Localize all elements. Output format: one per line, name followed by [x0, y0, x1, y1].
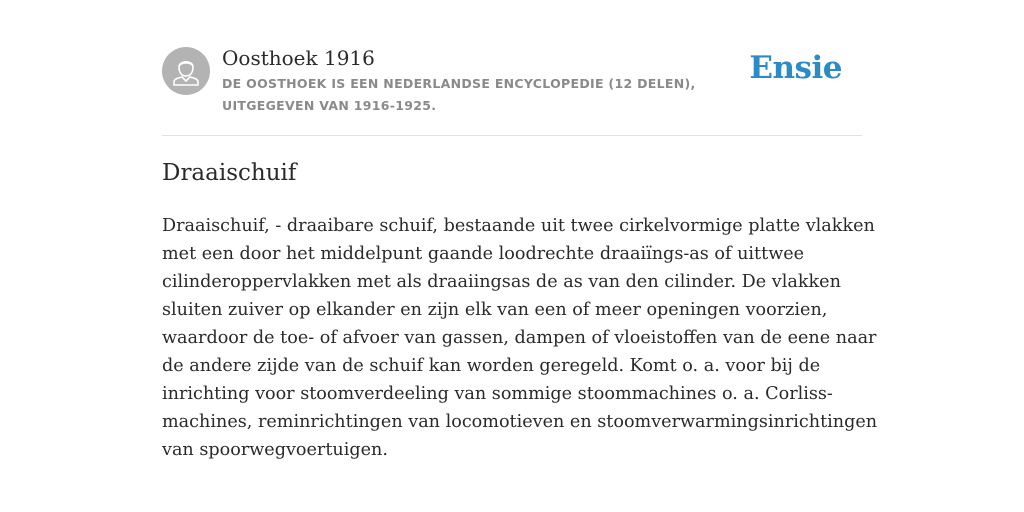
article-body-line: van spoorwegvoertuigen.: [162, 440, 388, 460]
article-body-line: waardoor de toe- of afvoer van gassen, dampen of vloeistoffen van de eene naar: [162, 328, 877, 348]
source-title[interactable]: Oosthoek 1916: [222, 46, 375, 70]
article-body-line: sluiten zuiver op elkander en zijn elk van een of meer openingen voorzien,: [162, 300, 828, 320]
user-silhouette-icon: [162, 47, 210, 95]
source-description: DE OOSTHOEK IS EEN NEDERLANDSE ENCYCLOPEDIE (12 DELEN), UITGEGEVEN VAN 1916-1925.: [222, 76, 696, 113]
article-body-line: met een door het middelpunt gaande loodrechte draaiïngs-as of uittwee: [162, 244, 805, 264]
article-body-line: inrichting voor stoomverdeeling van sommige stoommachines o. a. Corliss-: [162, 384, 833, 404]
user-avatar-icon[interactable]: [162, 47, 210, 95]
article-body: [162, 212, 878, 464]
article-body-line: cilinderoppervlakken met als draaiingsas de as van den cilinder. De vlakken: [162, 272, 841, 292]
article-title: Draaischuif: [162, 160, 297, 186]
article-body-line: machines, reminrichtingen van locomotieven en stoomverwarmingsinrichtingen: [162, 412, 878, 432]
header-divider: [162, 135, 862, 136]
source-header: [162, 46, 862, 116]
brand-logo[interactable]: Ensie: [749, 50, 842, 86]
article-body-line: Draaischuif, - draaibare schuif, bestaande uit twee cirkelvormige platte vlakken: [162, 216, 875, 236]
article-body-line: de andere zijde van de schuif kan worden geregeld. Komt o. a. voor bij de: [162, 356, 821, 376]
